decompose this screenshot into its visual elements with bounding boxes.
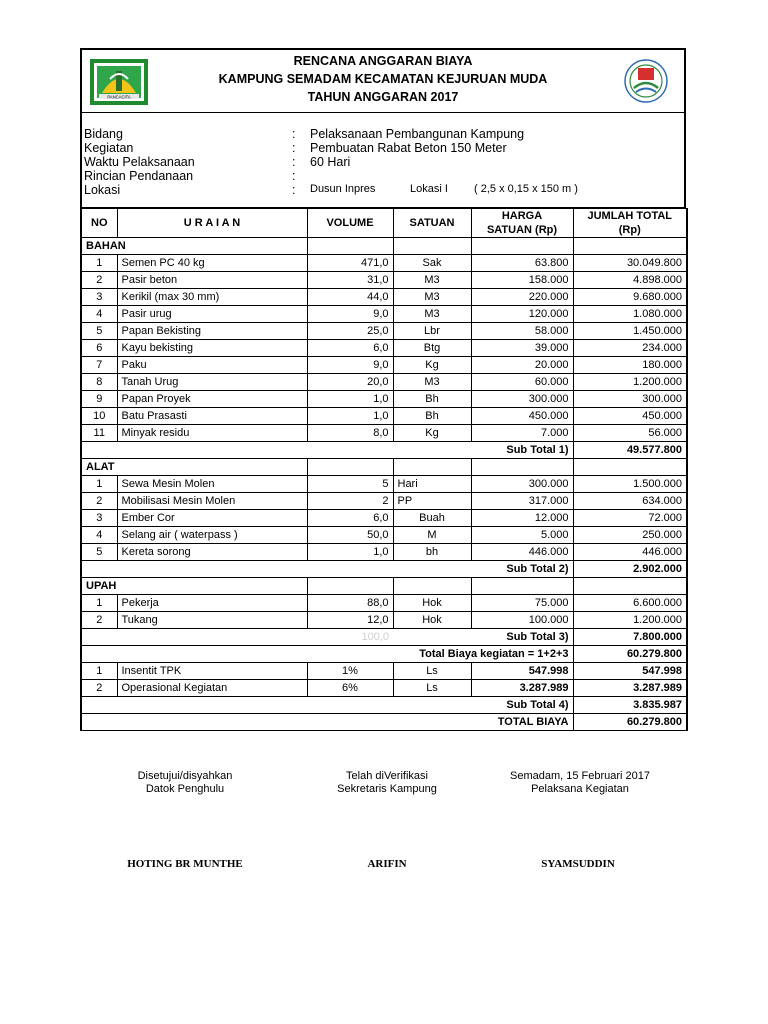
cell-harga: 450.000 [471,408,573,425]
cell-no: 2 [81,493,117,510]
cell-satuan: Hok [393,595,471,612]
cell-jumlah: 72.000 [573,510,687,527]
cell-uraian: Tukang [117,612,307,629]
cell-volume: 1% [307,663,393,680]
cell-no: 11 [81,425,117,442]
info-label-lokasi: Lokasi [84,183,121,197]
cell-satuan: M3 [393,306,471,323]
cell-harga: 158.000 [471,272,573,289]
cell-harga: 547.998 [471,663,573,680]
cell-uraian: Batu Prasasti [117,408,307,425]
subtotal-row-alat [81,561,687,578]
cell-jumlah: 9.680.000 [573,289,687,306]
cell-jumlah: 180.000 [573,357,687,374]
table-row [81,272,687,289]
cell-satuan: Lbr [393,323,471,340]
signature-role-line1: Telah diVerifikasi [346,770,428,782]
col-header-jumlah-line1: JUMLAH TOTAL [587,210,673,222]
cell-no: 4 [81,306,117,323]
table-row [81,510,687,527]
cell-no: 6 [81,340,117,357]
empty-cell [307,578,393,595]
cell-harga: 63.800 [471,255,573,272]
subtotal-value: 2.902.000 [573,561,687,578]
info-value-lokasi: Dusun Inpres [310,183,376,195]
cell-volume: 1,0 [307,408,393,425]
col-header-volume: VOLUME [307,209,393,238]
cell-volume: 1,0 [307,391,393,408]
table-row [81,357,687,374]
info-label-waktu: Waktu Pelaksanaan [84,155,195,169]
subtotal-row-bahan [81,442,687,459]
cell-harga: 60.000 [471,374,573,391]
cell-volume: 2 [307,493,393,510]
table-row [81,595,687,612]
cell-no: 1 [81,595,117,612]
info-colon: : [292,141,296,155]
cell-no: 8 [81,374,117,391]
info-lokasi-dimension: ( 2,5 x 0,15 x 150 m ) [474,183,578,195]
cell-uraian: Pekerja [117,595,307,612]
table-row [81,476,687,493]
cell-volume: 6,0 [307,340,393,357]
cell-no: 2 [81,680,117,697]
empty-cell [471,578,573,595]
table-row [81,544,687,561]
cell-satuan: Buah [393,510,471,527]
subtotal-label: Sub Total 3) [393,629,573,646]
cell-volume: 44,0 [307,289,393,306]
cell-harga: 317.000 [471,493,573,510]
title-line-1: RENCANA ANGGARAN BIAYA [293,54,473,68]
info-lokasi-label: Lokasi I [410,183,448,195]
cell-jumlah: 250.000 [573,527,687,544]
cell-satuan: M3 [393,289,471,306]
signatory-name-right: SYAMSUDDIN [541,858,615,870]
cell-no: 5 [81,323,117,340]
activity-info [80,113,686,208]
cell-jumlah: 4.898.000 [573,272,687,289]
cell-uraian: Kerikil (max 30 mm) [117,289,307,306]
cell-no: 2 [81,612,117,629]
info-value-bidang: Pelaksanaan Pembangunan Kampung [310,127,525,141]
cell-satuan: Bh [393,408,471,425]
cell-volume: 50,0 [307,527,393,544]
ministry-seal-icon [616,58,676,104]
subtotal-value: 7.800.000 [573,629,687,646]
cell-no: 9 [81,391,117,408]
subtotal-value: 3.835.987 [573,697,687,714]
cell-volume: 31,0 [307,272,393,289]
signature-block-middle [287,770,487,796]
section-title-upah: UPAH [81,578,307,595]
cell-satuan: Ls [393,663,471,680]
budget-document [80,48,686,731]
cell-harga: 3.287.989 [471,680,573,697]
table-row [81,680,687,697]
total-kegiatan-label: Total Biaya kegiatan = 1+2+3 [81,646,573,663]
cell-harga: 75.000 [471,595,573,612]
cell-satuan: Kg [393,357,471,374]
cell-uraian: Kayu bekisting [117,340,307,357]
cell-harga: 20.000 [471,357,573,374]
info-label-kegiatan: Kegiatan [84,141,134,155]
col-header-satuan: SATUAN [393,209,471,238]
emblem-motto: PANCACITA [107,94,131,100]
table-row [81,323,687,340]
cell-volume: 8,0 [307,425,393,442]
cell-satuan: Ls [393,680,471,697]
empty-cell [393,459,471,476]
table-row [81,340,687,357]
table-row [81,493,687,510]
cell-satuan: PP [393,493,471,510]
subtotal-row-upah [81,629,687,646]
cell-harga: 120.000 [471,306,573,323]
cell-volume: 12,0 [307,612,393,629]
cell-volume: 25,0 [307,323,393,340]
empty-cell [573,459,687,476]
cell-volume: 6% [307,680,393,697]
cell-jumlah: 1.500.000 [573,476,687,493]
cell-satuan: Hari [393,476,471,493]
cell-uraian: Pasir urug [117,306,307,323]
cell-jumlah: 30.049.800 [573,255,687,272]
cell-harga: 100.000 [471,612,573,629]
cell-uraian: Ember Cor [117,510,307,527]
cell-jumlah: 1.450.000 [573,323,687,340]
signatory-name-left: HOTING BR MUNTHE [127,858,243,870]
cell-uraian: Papan Bekisting [117,323,307,340]
empty-cell [307,459,393,476]
col-header-jumlah-line2: (Rp) [618,224,641,236]
section-title-bahan: BAHAN [81,238,307,255]
cell-harga: 7.000 [471,425,573,442]
table-row [81,527,687,544]
col-header-no: NO [81,209,117,238]
subtotal-label: Sub Total 1) [81,442,573,459]
cell-harga: 12.000 [471,510,573,527]
empty-cell [81,629,307,646]
cell-uraian: Operasional Kegiatan [117,680,307,697]
col-header-harga [471,209,573,238]
section-row-bahan [81,238,687,255]
info-label-rincian: Rincian Pendanaan [84,169,194,183]
cell-jumlah: 300.000 [573,391,687,408]
table-row [81,663,687,680]
cell-volume: 471,0 [307,255,393,272]
cell-volume: 9,0 [307,357,393,374]
info-label-bidang: Bidang [84,127,123,141]
cell-uraian: Sewa Mesin Molen [117,476,307,493]
cell-no: 7 [81,357,117,374]
title-line-2: KAMPUNG SEMADAM KECAMATAN KEJURUAN MUDA [218,72,548,86]
signatory-name-middle: ARIFIN [367,858,407,870]
total-kegiatan-value: 60.279.800 [573,646,687,663]
cell-satuan: M3 [393,374,471,391]
table-body [81,238,687,731]
info-colon: : [292,183,296,197]
cell-volume: 1,0 [307,544,393,561]
empty-cell [393,238,471,255]
col-header-harga-line1: HARGA [501,210,543,222]
section-row-upah [81,578,687,595]
info-value-waktu: 60 Hari [310,155,351,169]
cell-no: 5 [81,544,117,561]
cell-satuan: M [393,527,471,544]
cell-no: 1 [81,255,117,272]
info-colon: : [292,127,296,141]
cell-uraian: Kereta sorong [117,544,307,561]
cell-uraian: Insentit TPK [117,663,307,680]
cell-jumlah: 234.000 [573,340,687,357]
title-line-3: TAHUN ANGGARAN 2017 [307,90,459,104]
section-row-alat [81,459,687,476]
cell-harga: 300.000 [471,476,573,493]
cell-no: 3 [81,510,117,527]
subtotal-label: Sub Total 4) [81,697,573,714]
budget-table [80,208,688,731]
signature-role-line2: Sekretaris Kampung [337,783,437,795]
subtotal-value: 49.577.800 [573,442,687,459]
cell-uraian: Papan Proyek [117,391,307,408]
cell-uraian: Selang air ( waterpass ) [117,527,307,544]
cell-jumlah: 547.998 [573,663,687,680]
cell-jumlah: 450.000 [573,408,687,425]
cell-jumlah: 1.200.000 [573,612,687,629]
cell-satuan: bh [393,544,471,561]
cell-satuan: Sak [393,255,471,272]
cell-uraian: Mobilisasi Mesin Molen [117,493,307,510]
empty-cell [573,238,687,255]
col-header-uraian: U R A I A N [117,209,307,238]
cell-jumlah: 1.080.000 [573,306,687,323]
signature-block-left [85,770,285,796]
cell-no: 1 [81,663,117,680]
cell-uraian: Paku [117,357,307,374]
table-row [81,612,687,629]
grand-total-row [81,714,687,731]
table-row [81,408,687,425]
cell-satuan: Btg [393,340,471,357]
cell-satuan: Bh [393,391,471,408]
cell-jumlah: 1.200.000 [573,374,687,391]
table-row [81,289,687,306]
empty-cell [471,238,573,255]
empty-cell [307,238,393,255]
signature-role-line2: Datok Penghulu [145,783,225,795]
cell-volume: 6,0 [307,510,393,527]
cell-jumlah: 446.000 [573,544,687,561]
cell-harga: 300.000 [471,391,573,408]
signature-block-right [480,770,680,796]
table-row [81,374,687,391]
signature-role-line2: Pelaksana Kegiatan [531,783,629,795]
cell-uraian: Tanah Urug [117,374,307,391]
info-colon: : [292,169,296,183]
subtotal-label: Sub Total 2) [81,561,573,578]
cell-harga: 58.000 [471,323,573,340]
faint-volume: 100,0 [307,629,393,646]
empty-cell [471,459,573,476]
cell-no: 10 [81,408,117,425]
total-kegiatan-row [81,646,687,663]
cell-satuan: Kg [393,425,471,442]
cell-volume: 9,0 [307,306,393,323]
col-header-jumlah [573,209,687,238]
cell-volume: 5 [307,476,393,493]
cell-volume: 88,0 [307,595,393,612]
table-row [81,255,687,272]
signature-role-line1: Semadam, 15 Februari 2017 [509,770,651,782]
cell-jumlah: 6.600.000 [573,595,687,612]
cell-no: 1 [81,476,117,493]
cell-no: 3 [81,289,117,306]
cell-jumlah: 3.287.989 [573,680,687,697]
subtotal-row-operasional [81,697,687,714]
document-header [80,48,686,113]
cell-volume: 20,0 [307,374,393,391]
empty-cell [573,578,687,595]
cell-uraian: Minyak residu [117,425,307,442]
cell-harga: 220.000 [471,289,573,306]
info-colon: : [292,155,296,169]
cell-no: 4 [81,527,117,544]
cell-jumlah: 634.000 [573,493,687,510]
info-value-kegiatan: Pembuatan Rabat Beton 150 Meter [310,141,507,155]
table-header-row [81,209,687,238]
cell-uraian: Pasir beton [117,272,307,289]
grand-total-value: 60.279.800 [573,714,687,731]
section-title-alat: ALAT [81,459,307,476]
grand-total-label: TOTAL BIAYA [81,714,573,731]
table-row [81,425,687,442]
signature-role-line1: Disetujui/disyahkan [137,770,233,782]
cell-uraian: Semen PC 40 kg [117,255,307,272]
cell-jumlah: 56.000 [573,425,687,442]
cell-satuan: M3 [393,272,471,289]
cell-satuan: Hok [393,612,471,629]
col-header-harga-line2: SATUAN (Rp) [486,224,558,236]
cell-harga: 5.000 [471,527,573,544]
empty-cell [393,578,471,595]
table-row [81,306,687,323]
table-row [81,391,687,408]
cell-harga: 446.000 [471,544,573,561]
cell-harga: 39.000 [471,340,573,357]
cell-no: 2 [81,272,117,289]
